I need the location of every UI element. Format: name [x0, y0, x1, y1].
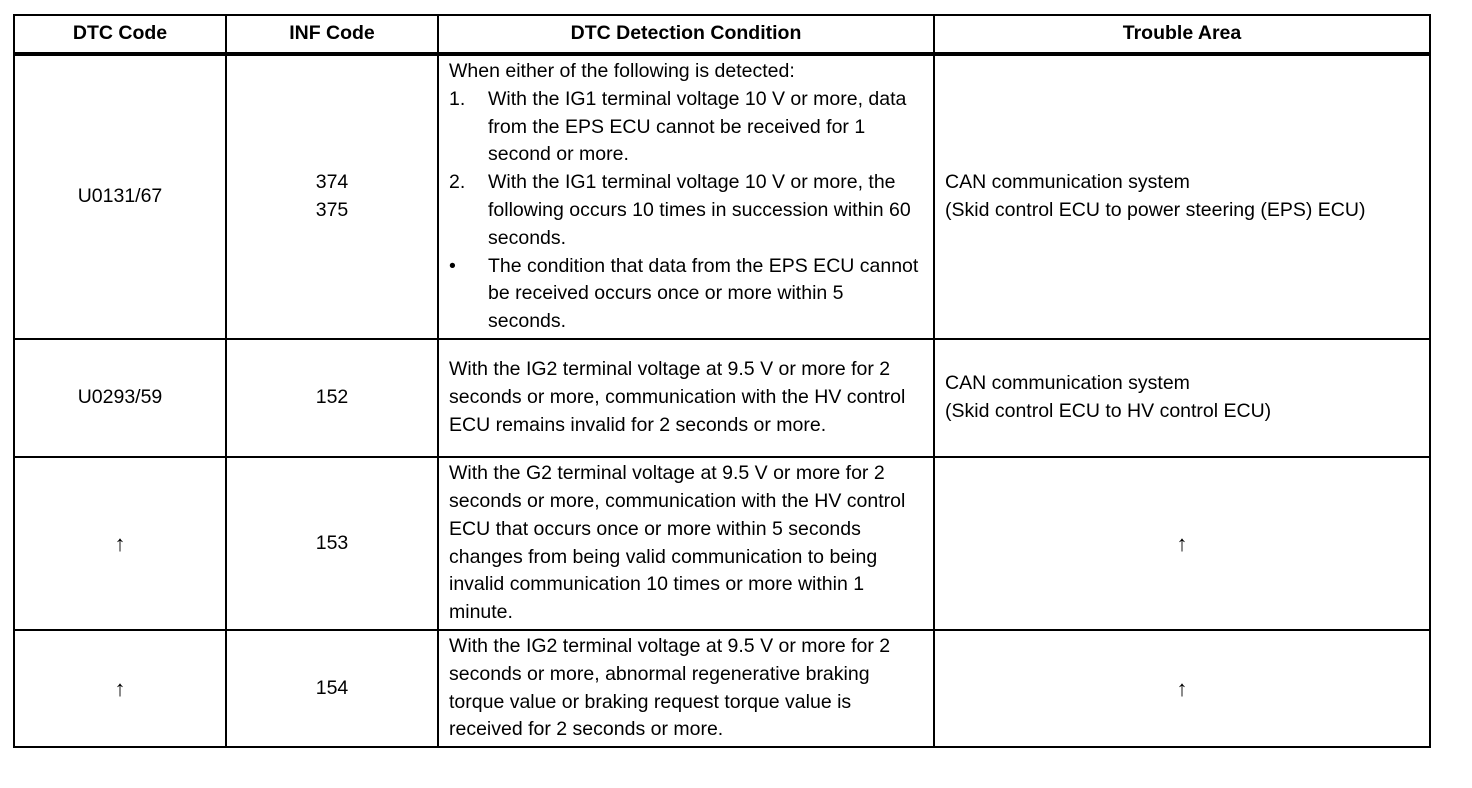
inf-code: 375 — [315, 199, 349, 221]
dtc-table — [13, 14, 1431, 748]
table-row — [14, 457, 1430, 630]
item-text: The condition that data from the EPS ECU cannot be received occurs once or more within 5 seconds. — [488, 254, 919, 333]
trouble-area-line: CAN communication system — [945, 372, 1190, 395]
condition-item — [449, 169, 923, 252]
inf-code-cell: 152 — [226, 339, 438, 457]
condition-cell — [438, 54, 934, 339]
header-trouble-area: Trouble Area — [934, 15, 1430, 54]
inf-code-cell: 153 — [226, 457, 438, 630]
item-text: With the IG1 terminal voltage 10 V or more, the following occurs 10 times in succession within 60 seconds. — [488, 171, 911, 249]
trouble-area-line: CAN communication system — [945, 171, 1190, 194]
item-text: With the IG1 terminal voltage 10 V or more, data from the EPS ECU cannot be received for 1 second or more. — [488, 87, 907, 166]
inf-code-cell: 154 — [226, 630, 438, 747]
condition-cell: With the G2 terminal voltage at 9.5 V or more for 2 seconds or more, communication with the HV control ECU that occurs once or more within 5 seconds changes from being valid communication to being invalid communication 10 times or more within 1 minute. — [438, 457, 934, 630]
dtc-code-cell: U0293/59 — [14, 339, 226, 457]
header-inf-code: INF Code — [226, 15, 438, 54]
dtc-code-cell: U0131/67 — [14, 54, 226, 339]
table-row — [14, 630, 1430, 747]
same-as-above-arrow: ↑ — [934, 630, 1430, 747]
same-as-above-arrow: ↑ — [14, 630, 226, 747]
same-as-above-arrow: ↑ — [14, 457, 226, 630]
item-marker: • — [449, 254, 456, 277]
table-row — [14, 339, 1430, 457]
same-as-above-arrow: ↑ — [934, 457, 1430, 630]
header-detection-condition: DTC Detection Condition — [438, 15, 934, 54]
condition-intro: When either of the following is detected: — [449, 60, 795, 83]
inf-code: 374 — [315, 171, 349, 194]
condition-item — [449, 86, 923, 169]
item-marker: 2. — [449, 171, 466, 194]
item-marker: 1. — [449, 87, 466, 110]
condition-item — [449, 253, 923, 336]
condition-cell: With the IG2 terminal voltage at 9.5 V or more for 2 seconds or more, communication with the HV control ECU remains invalid for 2 seconds or more. — [438, 339, 934, 457]
header-dtc-code: DTC Code — [14, 15, 226, 54]
inf-code-cell — [226, 54, 438, 339]
trouble-area-line: (Skid control ECU to HV control ECU) — [945, 400, 1272, 422]
trouble-area-line: (Skid control ECU to power steering (EPS) ECU) — [945, 199, 1366, 221]
trouble-area-cell — [934, 54, 1430, 339]
table-row — [14, 54, 1430, 339]
header-row — [14, 15, 1430, 54]
trouble-area-cell — [934, 339, 1430, 457]
condition-cell: With the IG2 terminal voltage at 9.5 V or more for 2 seconds or more, abnormal regenerative braking torque value or braking request torque value is received for 2 seconds or more. — [438, 630, 934, 747]
